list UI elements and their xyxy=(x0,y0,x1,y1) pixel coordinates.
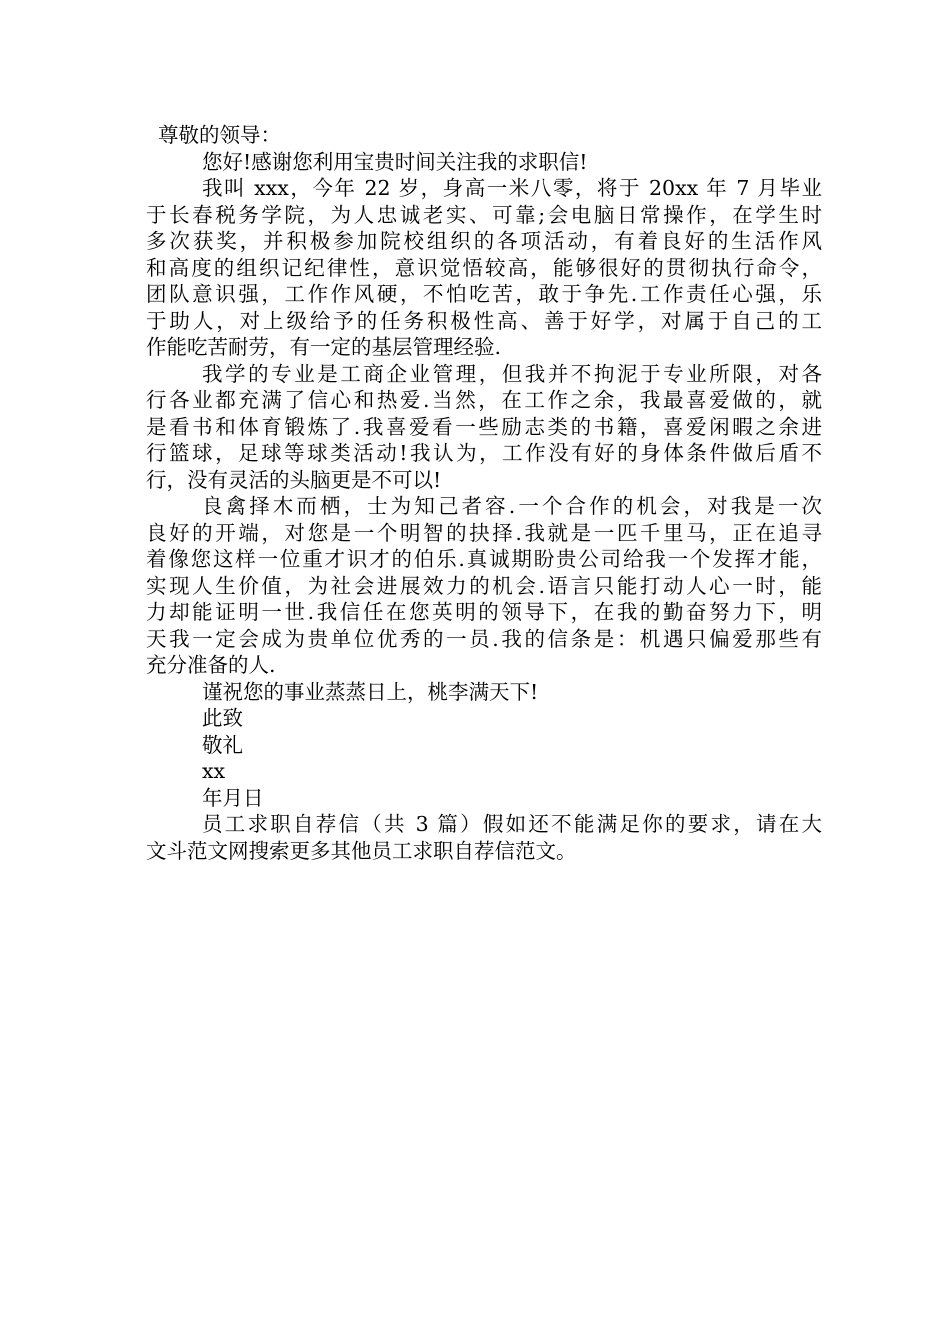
paragraph-major xyxy=(146,361,822,494)
footer-line: 员工求职自荐信（共 3 篇）假如还不能满足你的要求，请在大 xyxy=(202,812,822,836)
signature: xx xyxy=(202,759,226,783)
paragraph-line: 良禽择木而栖，士为知己者容.一个合作的机会，对我是一次 xyxy=(202,494,822,518)
closing-jing-li: 敬礼 xyxy=(202,732,243,757)
paragraph-line: 于长春税务学院，为人忠诚老实、可靠;会电脑日常操作，在学生时 xyxy=(146,202,822,227)
salutation: 尊敬的领导： xyxy=(158,123,281,147)
paragraph-line: 行篮球，足球等球类活动!我认为，工作没有好的身体条件做后盾不 xyxy=(146,441,822,465)
paragraph-line: 着像您这样一位重才识才的伯乐.真诚期盼贵公司给我一个发挥才能， xyxy=(146,547,822,571)
paragraph-line: 多次获奖，并积极参加院校组织的各项活动，有着良好的生活作风 xyxy=(146,229,822,253)
paragraph-line: 是看书和体育锻炼了.我喜爱看一些励志类的书籍，喜爱闲暇之余进 xyxy=(146,414,822,439)
paragraph-line: 行，没有灵活的头脑更是不可以! xyxy=(146,467,442,492)
paragraph-opportunity xyxy=(146,493,822,679)
paragraph-line: 充分准备的人. xyxy=(146,653,276,677)
wish: 谨祝您的事业蒸蒸日上，桃李满天下! xyxy=(202,679,539,704)
footer-note xyxy=(146,811,822,864)
paragraph-line: 团队意识强，工作作风硬，不怕吃苦，敢于争先.工作责任心强，乐 xyxy=(146,282,822,306)
paragraph-line: 我叫 xxx，今年 22 岁，身高一米八零，将于 20xx 年 7 月毕业 xyxy=(202,176,822,200)
greeting: 您好!感谢您利用宝贵时间关注我的求职信! xyxy=(202,149,588,174)
paragraph-line: 行各业都充满了信心和热爱.当然，在工作之余，我最喜爱做的，就 xyxy=(146,388,822,412)
date: 年月日 xyxy=(202,785,264,810)
paragraph-line: 作能吃苦耐劳，有一定的基层管理经验. xyxy=(146,335,502,359)
letter-body xyxy=(146,122,822,864)
paragraph-line: 实现人生价值，为社会进展效力的机会.语言只能打动人心一时，能 xyxy=(146,573,822,598)
paragraph-line: 天我一定会成为贵单位优秀的一员.我的信条是：机遇只偏爱那些有 xyxy=(146,626,822,651)
closing-ci-zhi: 此致 xyxy=(202,706,243,730)
paragraph-line: 我学的专业是工商企业管理，但我并不拘泥于专业所限，对各 xyxy=(202,361,822,386)
paragraph-line: 力却能证明一世.我信任在您英明的领导下，在我的勤奋努力下，明 xyxy=(146,600,822,624)
footer-line: 文斗范文网搜索更多其他员工求职自荐信范文。 xyxy=(146,838,577,863)
paragraph-line: 和高度的组织记纪律性，意识觉悟较高，能够很好的贯彻执行命令， xyxy=(146,255,822,280)
paragraph-line: 于助人，对上级给予的任务积极性高、善于好学，对属于自己的工 xyxy=(146,308,822,333)
paragraph-intro xyxy=(146,175,822,361)
paragraph-line: 良好的开端，对您是一个明智的抉择.我就是一匹千里马，正在追寻 xyxy=(146,520,822,545)
